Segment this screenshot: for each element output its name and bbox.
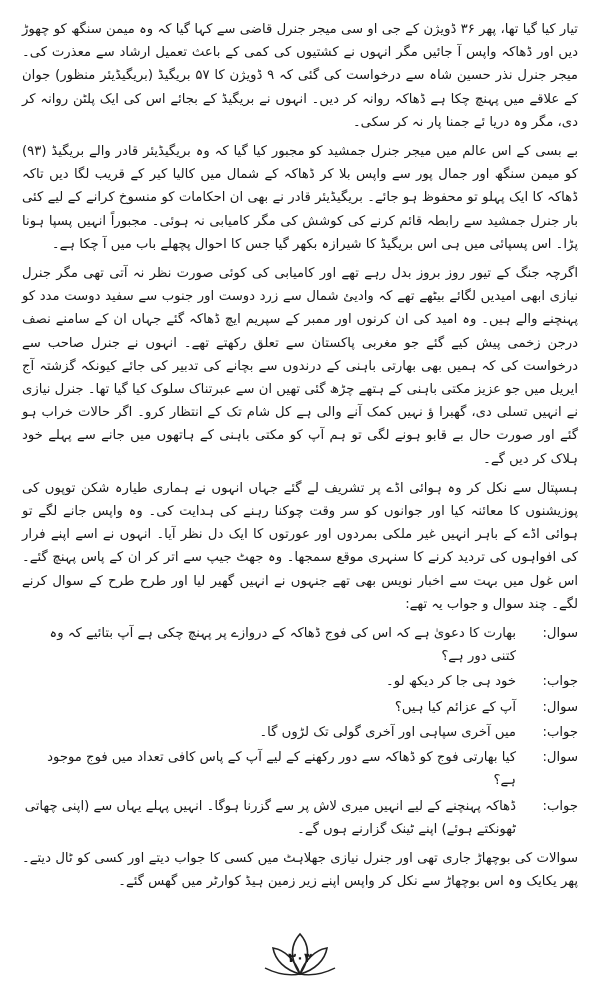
paragraph-3: اگرچہ جنگ کے تیور روز بروز بدل رہے تھے اور کامیابی کی کوئی صورت نظر نہ آتی تھی مگر جنرل نیازی ابھی امیدیں لگائے بیٹھے تھے کہ وادیئ شمال سے زرد دوست اور جنوب سے سفید دوست مدد کو پہنچنے والے ہیں۔ وہ امید کی ان کرنوں اور ممبر کے سپریم ایچ ڈھاکہ گئے جہاں ان کے سامنے نصف درجن زخمی پیش کیے گئے جو مغربی پاکستان سے تعلق رکھتے تھے۔ انہوں نے جنرل صاحب سے درخواست کی کہ ہمیں بھی بھارتی باہنی کے درندوں سے بچانے کی تدبیر کی جائے کیونکہ گزشتہ آج ایریل میں جو عزیز مکتی باہنی کے ہتھے چڑھ گئی تھیں ان سے عبرتناک سلوک کیا گیا تھا۔ جنرل نیازی نے انہیں تسلی دی، گھبرا ؤ نہیں کمک آنے والی ہے کل شام تک کے انتظار کرو۔ اگر حالات خراب ہو گئے اور صورت حال بے قابو ہونے لگی تو ہم آپ کو مکتی باہنی کے ہاتھوں میں جانے سے پہلے خود ہلاک کر دیں گے۔ [22,266,578,467]
qa-text: کیا بھارتی فوج کو ڈھاکہ سے دور رکھنے کے لیے آپ کے پاس کافی تعداد میں فوج موجود ہے؟ [47,750,516,789]
qa-label: سوال: [542,750,578,766]
paragraph-closing: سوالات کی بوچھاڑ جاری تھی اور جنرل نیازی جھلاہٹ میں کسی کا جواب دیتے اور کسی کو ٹال دیتے۔ پھر یکایک وہ اس بوچھاڑ سے نکل کر واپس اپنے زیر زمین ہیڈ کوارٹر میں گھس گئے۔ [22,850,578,890]
qa-row [22,622,578,668]
qa-label: جواب: [542,724,578,740]
paragraph-4: ہسپتال سے نکل کر وہ ہوائی اڈے پر تشریف لے گئے جہاں انہوں نے ہماری طیارہ شکن توپوں کی پوزیشنوں کا معائنہ کیا اور جوانوں کو سر وقت چوکنا رہنے کی ہدایت کی۔ وہ واپس جانے لگے تو ہوائی اڈے کے باہر انہیں غیر ملکی بمردوں اور عورتوں کا ایک دل نظر آیا۔ انہوں نے اسے اپنے فرار کی افواہوں کی تردید کرنے کا سنہری موقع سمجھا۔ وہ جھٹ جیپ سے اتر کر ان کے پاس پہنچ گئے۔ اس غول میں بہت سے اخبار نویس بھی تھے جنہوں نے انہیں گھیر لیا اور طرح طرح کے سوال کرنے لگے۔ چند سوال و جواب یہ تھے: [22,480,578,612]
qa-text: آپ کے عزائم کیا ہیں؟ [394,699,516,715]
qa-text: خود ہی جا کر دیکھ لو۔ [386,674,516,690]
qa-row [22,795,578,841]
qa-row [22,696,578,719]
qa-label: سوال: [542,699,578,715]
qa-text: ڈھاکہ پہنچنے کے لیے انہیں میری لاش پر سے گزرنا ہوگا۔ انہیں پہلے یہاں سے (اپنی چھاتی ٹھونکتے ہوئے) اپنے ٹینک گزارنے ہوں گے۔ [24,798,516,837]
qa-text: میں آخری سپاہی اور آخری گولی تک لڑوں گا۔ [259,724,516,740]
qa-label: جواب: [542,674,578,690]
qa-list [22,622,578,841]
page-number: ۳۰۳ [288,951,312,966]
paragraph-1: تیار کیا گیا تھا، پھر ۳۶ ڈویژن کے جی او سی میجر جنرل قاضی سے کہا گیا کہ وہ میمن سنگھ کو چھوڑ دیں اور ڈھاکہ واپس آ جائیں مگر انہوں نے کشتیوں کی کمی کے باعث تعمیل ارشاد سے معذرت کی۔ میجر جنرل نذر حسین شاہ سے درخواست کی گئی کہ ۹ ڈویژن کا ۵۷ بریگیڈ (بریگیڈیئر منظور) جوان کے علاقے میں پہنچ چکا ہے ڈھاکہ روانہ کر دیں۔ انہوں نے بریگیڈ کے بجائے اس کی ایک پلٹن روانہ کر دی، مگر وہ دریا ئے جمنا پار نہ کر سکی۔ [22,22,578,130]
qa-row [22,746,578,792]
qa-label: جواب: [542,798,578,814]
qa-row [22,721,578,744]
qa-label: سوال: [542,626,578,642]
paragraph-2: بے بسی کے اس عالم میں میجر جنرل جمشید کو مجبور کیا گیا کہ وہ بریگیڈیئر قادر والے بریگیڈ (۹۳) کو میمن سنگھ اور جمال پور سے واپس بلا کر ڈھاکہ کے شمال میں کالیا کیر کے قریب لگا دیں تاکہ ڈھاکہ کا ایک پہلو تو محفوظ ہو جائے۔ بریگیڈیئر قادر نے بھی ان احکامات کو منسوخ کرانے کے لیے کئی بار جنرل جمشید سے رابطہ قائم کرنے کی کوشش کی مگر کامیابی نہ ہوئی۔ مجبوراً انہیں پسپا ہونا پڑا۔ اس پسپائی میں ہی اس بریگیڈ کا شیرازہ بکھر گیا جس کا احوال پچھلے باب میں آ چکا ہے۔ [22,144,578,252]
qa-row [22,670,578,693]
qa-text: بھارت کا دعویٰ ہے کہ اس کی فوج ڈھاکہ کے دروازے پر پہنچ چکی ہے آپ بتائیے کہ وہ کتنی دور ہے؟ [49,626,516,665]
page-body [22,18,578,899]
